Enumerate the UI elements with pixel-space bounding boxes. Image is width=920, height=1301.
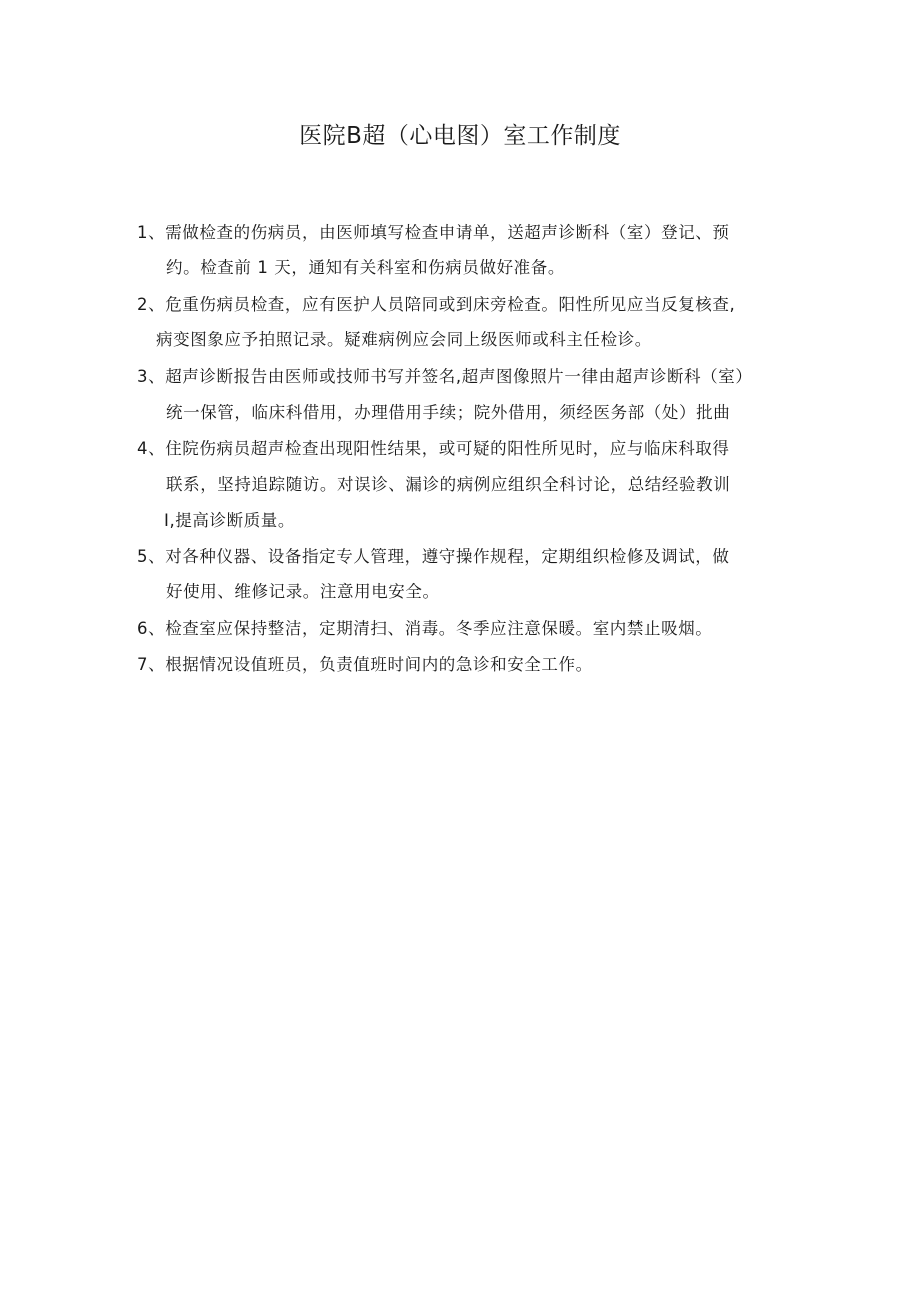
document-title: 医院B超（心电图）室工作制度	[299, 123, 621, 149]
item-2-line-1: 2、危重伤病员检查，应有医护人员陪同或到床旁检查。阳性所见应当反复核查,	[137, 295, 736, 314]
item-7-line-1: 7、根据情况设值班员，负责值班时间内的急诊和安全工作。	[137, 655, 593, 674]
item-1-line-2: 约。检查前 1 天，通知有关科室和伤病员做好准备。	[166, 258, 565, 277]
item-4-line-2: 联系，坚持追踪随访。对误诊、漏诊的病例应组织全科讨论，总结经验教训	[166, 475, 731, 494]
item-3-line-1: 3、超声诊断报告由医师或技师书写并签名,超声图像照片一律由超声诊断科（室）	[137, 367, 753, 386]
item-4-line-3: I,提高诊断质量。	[164, 511, 296, 530]
item-4-line-1: 4、住院伤病员超声检查出现阳性结果，或可疑的阳性所见时，应与临床科取得	[137, 439, 730, 458]
item-2-line-2: 病变图象应予拍照记录。疑难病例应会同上级医师或科主任检诊。	[156, 330, 652, 349]
item-6-line-1: 6、检查室应保持整洁，定期清扫、消毒。冬季应注意保暖。室内禁止吸烟。	[137, 619, 713, 638]
item-5-line-1: 5、对各种仪器、设备指定专人管理，遵守操作规程，定期组织检修及调试，做	[137, 547, 730, 566]
item-5-line-2: 好使用、维修记录。注意用电安全。	[166, 582, 440, 601]
item-3-line-2: 统一保管，临床科借用，办理借用手续；院外借用，须经医务部（处）批曲	[166, 403, 731, 422]
item-1-line-1: 1、需做检查的伤病员，由医师填写检查申请单，送超声诊断科（室）登记、预	[137, 223, 730, 242]
